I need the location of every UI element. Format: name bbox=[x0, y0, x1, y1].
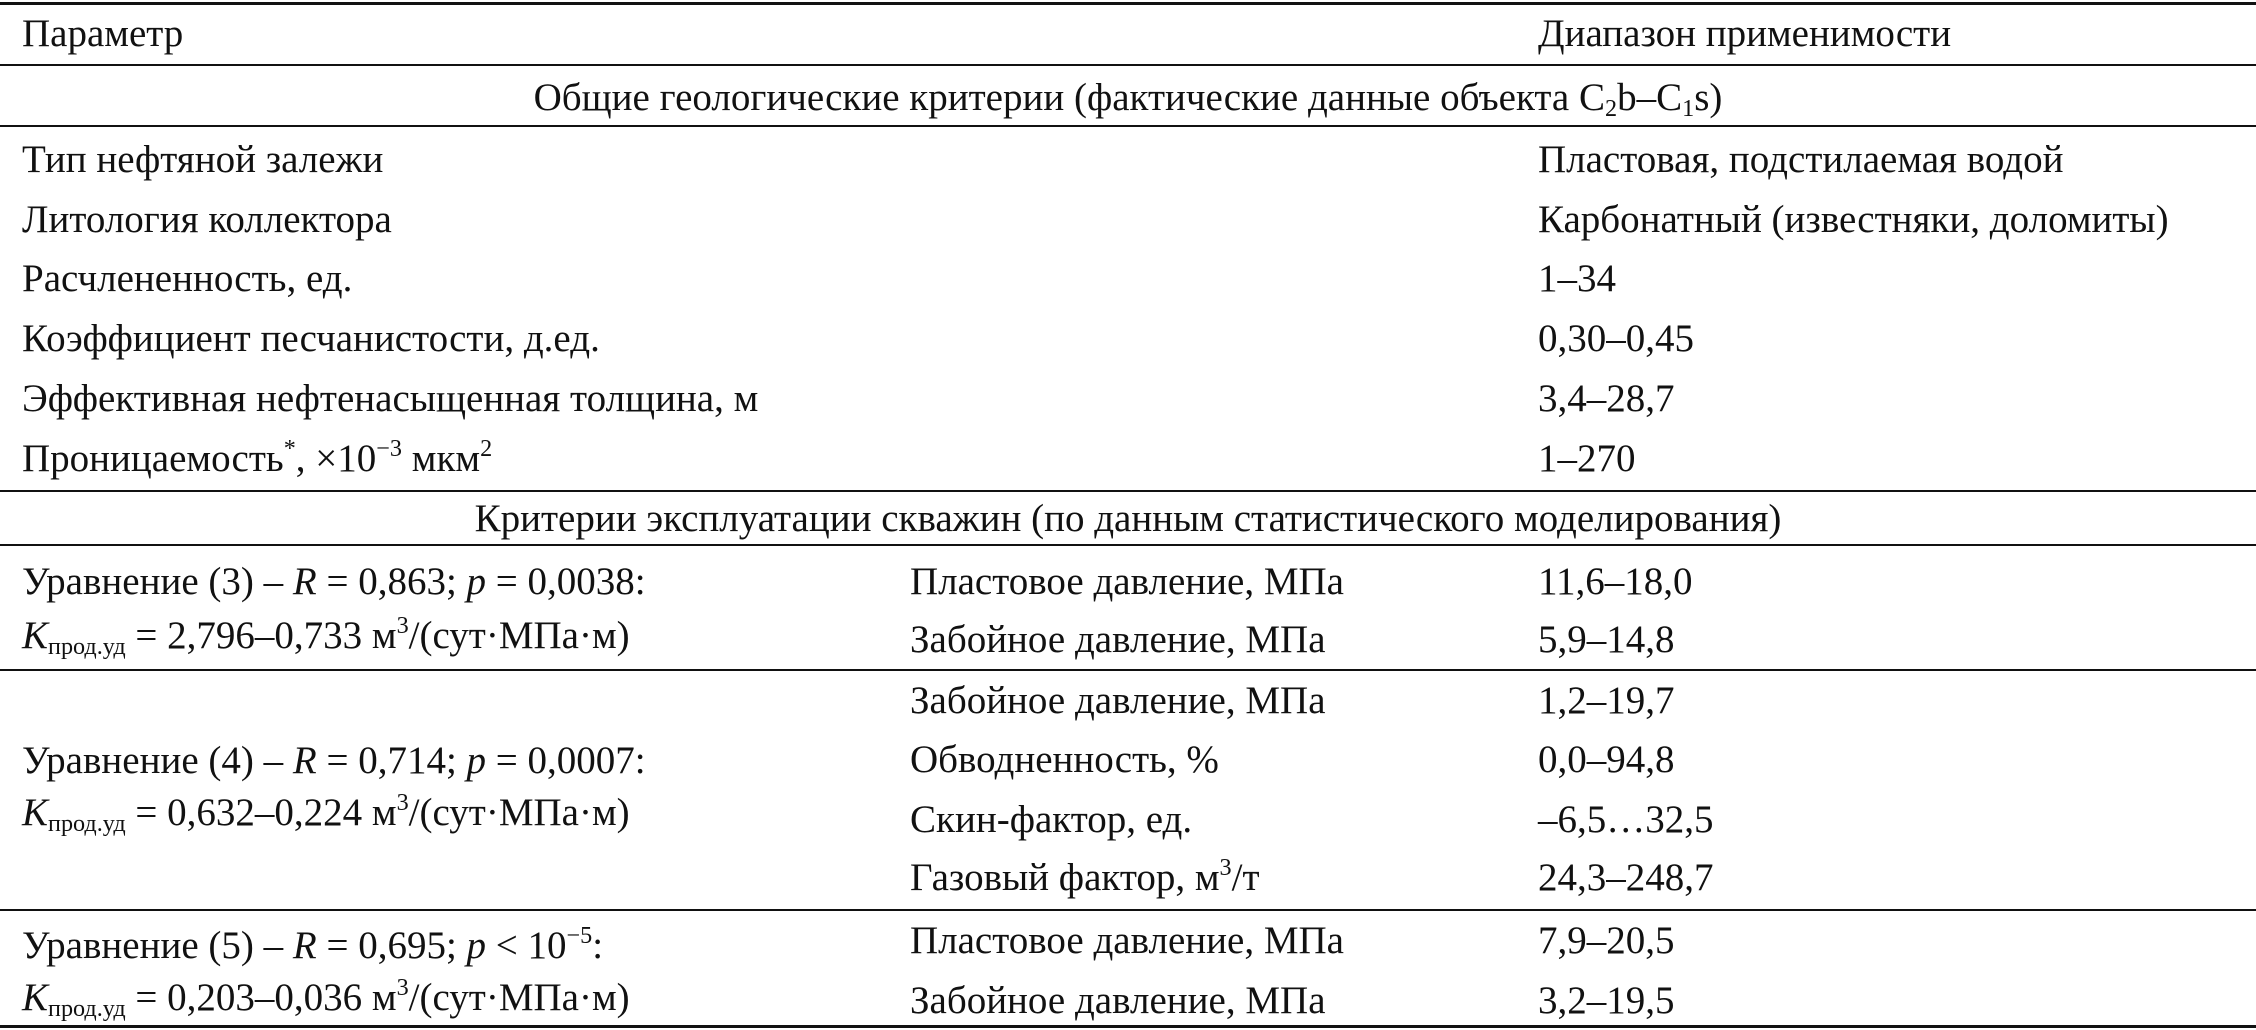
table-bottom-rule bbox=[0, 1025, 2256, 1028]
equation-5-line2: $K_{прод.уд} = 0,203-0,036$ $м^3/(сут\cdot МПа\cdot м)$ bbox=[22, 974, 630, 1023]
criterion-value: 11,6–18,0 bbox=[1538, 560, 1693, 603]
equation-4-rule bbox=[0, 909, 2256, 911]
criterion-name: Пластовое давление, МПа bbox=[910, 919, 1344, 962]
criterion-value: 0,0–94,8 bbox=[1538, 738, 1675, 781]
row-param: Тип нефтяной залежи bbox=[22, 138, 384, 181]
section-geology-title: Общие геологические критерии (фактические данные объекта $C_2b-C_1s$) bbox=[533, 76, 1723, 123]
row-param: Расчлененность, ед. bbox=[22, 257, 353, 300]
row-value: 3,4–28,7 bbox=[1538, 377, 1675, 420]
row-value: 1–34 bbox=[1538, 257, 1616, 300]
criterion-name: Пластовое давление, МПа bbox=[910, 560, 1344, 603]
header-rule bbox=[0, 64, 2256, 66]
criterion-value: 7,9–20,5 bbox=[1538, 919, 1675, 962]
table-top-rule bbox=[0, 2, 2256, 5]
equation-3-line2: $K_{прод.уд} = 2,796-0,733$ $м^3/(сут\cdot МПа\cdot м)$ bbox=[22, 612, 630, 661]
equation-3-rule bbox=[0, 669, 2256, 671]
criterion-value: –6,5…32,5 bbox=[1538, 798, 1714, 841]
criterion-name: Забойное давление, МПа bbox=[910, 679, 1326, 722]
criterion-value: 1,2–19,7 bbox=[1538, 679, 1675, 722]
section-exploitation-title: Критерии эксплуатации скважин (по данным статистического моделирования) bbox=[474, 497, 1782, 540]
criterion-name: Обводненность, % bbox=[910, 738, 1219, 781]
criterion-name: Забойное давление, МПа bbox=[910, 979, 1326, 1022]
row-value: Карбонатный (известняки, доломиты) bbox=[1538, 198, 2169, 241]
equation-4-line2: $K_{прод.уд} = 0,632-0,224$ $м^3/(сут\cdot МПа\cdot м)$ bbox=[22, 789, 630, 838]
row-param: Коэффициент песчанистости, д.ед. bbox=[22, 317, 600, 360]
equation-3-line1: Уравнение (3) – R = 0,863; p = 0,0038: bbox=[22, 560, 646, 603]
criterion-value: 24,3–248,7 bbox=[1538, 856, 1714, 899]
equation-4-line1: Уравнение (4) – R = 0,714; p = 0,0007: bbox=[22, 739, 646, 782]
row-value: 1–270 bbox=[1538, 437, 1636, 480]
criterion-value: 3,2–19,5 bbox=[1538, 979, 1675, 1022]
row-param: Эффективная нефтенасыщенная толщина, м bbox=[22, 377, 759, 420]
header-range: Диапазон применимости bbox=[1538, 12, 1952, 55]
section-exploitation-rule bbox=[0, 544, 2256, 546]
criterion-value: 5,9–14,8 bbox=[1538, 618, 1675, 661]
row-value: 0,30–0,45 bbox=[1538, 317, 1694, 360]
section-exploitation-top-rule bbox=[0, 490, 2256, 492]
row-param-permeability: Проницаемость*, $\times 10^{-3}$ мкм$^2$ bbox=[22, 435, 493, 480]
row-param: Литология коллектора bbox=[22, 198, 392, 241]
criterion-name: Забойное давление, МПа bbox=[910, 618, 1326, 661]
row-value: Пластовая, подстилаемая водой bbox=[1538, 138, 2064, 181]
equation-5-line1: Уравнение (5) – R = 0,695; $p < 10^{-5}$: bbox=[22, 922, 604, 967]
criterion-name-gas-factor: Газовый фактор, $м^3/т$ bbox=[910, 854, 1260, 899]
criterion-name: Скин-фактор, ед. bbox=[910, 798, 1193, 841]
header-param: Параметр bbox=[22, 12, 184, 55]
section-geology-rule bbox=[0, 125, 2256, 127]
